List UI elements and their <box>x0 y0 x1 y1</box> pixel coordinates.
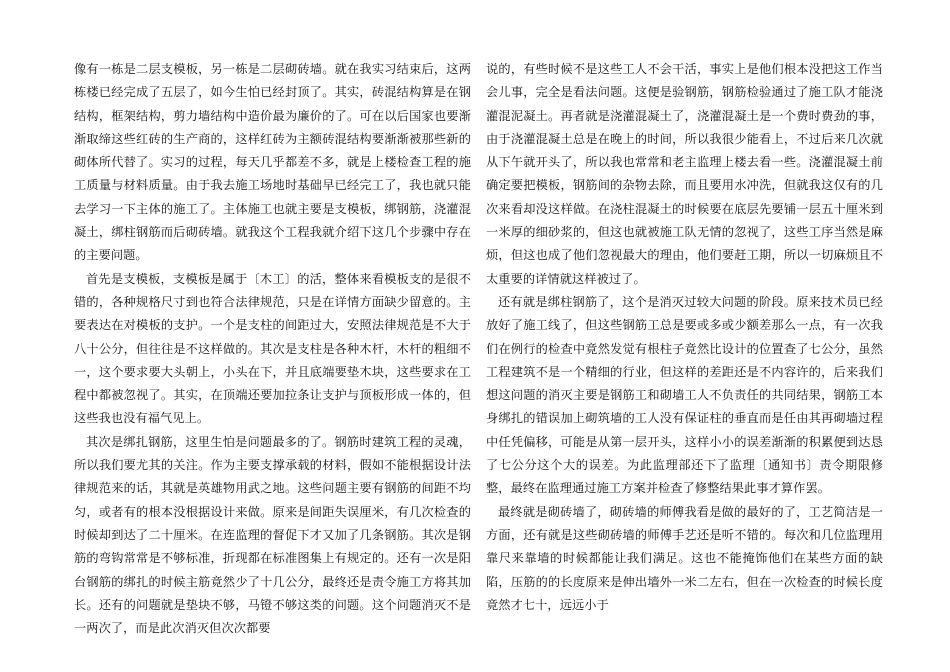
paragraph: 像有一栋是二层支模板，另一栋是二层砌砖墙。就在我实习结束后，这两栋楼已经完成了五层了，如今生怕已经封顶了。其实，砖混结构算是在钢结构，框架结构，剪力墙结构中造价最为廉价的了。可在以后国家也要渐渐取缔这些红砖的生产商的，这样红砖为主额砖混结构要渐渐被那些新的砌体所代替了。实习的过程，每天几乎都差不多，就是上楼检查工程的施工质量与材料质量。由于我去施工场地时基础早已经完工了，我也就只能去学习一下主体的施工了。主体施工也就主要是支模板，绑钢筋，浇灌混凝土，绑柱钢筋而后砌砖墙。就我这个工程我就介绍下这几个步骤中存在的主要问题。 <box>74 62 471 263</box>
paragraph: 其次是绑扎钢筋，这里生怕是问题最多的了。钢筋时建筑工程的灵魂，所以我们要尤其的关注。作为主要支撑承载的材料，假如不能根据设计法律规范来的话，其就是英雄物用武之地。这些问题主要有钢筋的间距不均匀，或者有的根本没根据设计来做。原来是间距失误厘米，有几次检查的时候却到达了二十厘米。在连监理的督促下才又加了几条钢筋。其次是钢筋的弯钩常常是不够标准，折现都在标准图集上有规定的。还有一次是阳台钢筋的绑扎的时候主筋竟然少了十几公分，最终还是责令施工方将其加长。还有的问题就是垫块不够，马镫不够这类的问题。这个问题消灭不是一两次了，而是此次消灭但次次都要 <box>74 434 471 636</box>
right-text-column <box>486 58 883 617</box>
left-text-column <box>74 58 471 640</box>
paragraph: 还有就是绑柱钢筋了，这个是消灭过较大问题的阶段。原来技术员已经放好了施工线了，但这些钢筋工总是要或多或少额差那么一点，有一次我们在例行的检查中竟然发觉有根柱子竟然比设计的位置查了七公分，虽然工程建筑不是一个精细的行业，但这样的差距还是不内容许的，后来我们想这问题的消灭主要是钢筋工和砌墙工人不负责任的共同结果，钢筋工本身绑扎的错误加上砌筑墙的工人没有保证柱的垂直而是任由其再砌墙过程中任凭偏移，可能是从第一层开头，这样小小的误差渐渐的积累便到达恳了七公分这个大的误差。为此监理部还下了监理〔通知书〕责令期限修整，最终在监理通过施工方案并检查了修整结果此事才算作罢。 <box>486 294 883 496</box>
paragraph: 首先是支模板，支模板是属于〔木工〕的活，整体来看模板支的是很不错的，各种规格尺寸到也符合法律规范，只是在详情方面缺少留意的。主要表达在对模板的支护。一个是支柱的间距过大，安照法律规范是不大于八十公分，但往往是不这样做的。其次是支柱是各种木杆，木杆的粗细不一，这个要求要大头朝上，小头在下，并且底端要垫木块，这些要求在工程中都被忽视了。其实，在顶端还要加拉条让支护与顶板形成一体的，但这些我也没有福气见上。 <box>74 271 471 426</box>
paragraph: 说的，有些时候不是这些工人不会干活，事实上是他们根本没把这工作当会儿事，完全是看法问题。这便是验钢筋，钢筋检验通过了施工队才能浇灌混泥凝土。再者就是浇灌混凝土了，浇灌混凝土是一个费时费劲的事，由于浇灌混凝土总是在晚上的时间，所以我很少能看上，不过后来几次就从下午就开头了，所以我也常常和老主监理上楼去看一些。浇灌混凝土前确定要把模板，钢筋间的杂物去除，而且要用水冲洗，但就我这仅有的几次来看却没这样做。在浇柱混凝土的时候要在底层先要铺一层五十厘米到一米厚的细砂浆的，但这也就被施工队无情的忽视了，这些工序当然是麻烦，但这也成了他们忽视最大的理由，他们要赶工期，所以一切麻烦且不太重要的详情就这样被过了。 <box>486 62 883 286</box>
paragraph: 最终就是砌砖墙了，砌砖墙的师傅我看是做的最好的了，工艺简洁是一方面，还有就是这些砌砖墙的师傅手艺还是听不错的。每次和几位监理用靠尺来靠墙的时候都能让我们满足。这也不能掩饰他们在某些方面的缺陷，压筋的的长度原来是伸出墙外一米二左右，但在一次检查的时候长度竟然才七十，远远小于 <box>486 504 883 612</box>
